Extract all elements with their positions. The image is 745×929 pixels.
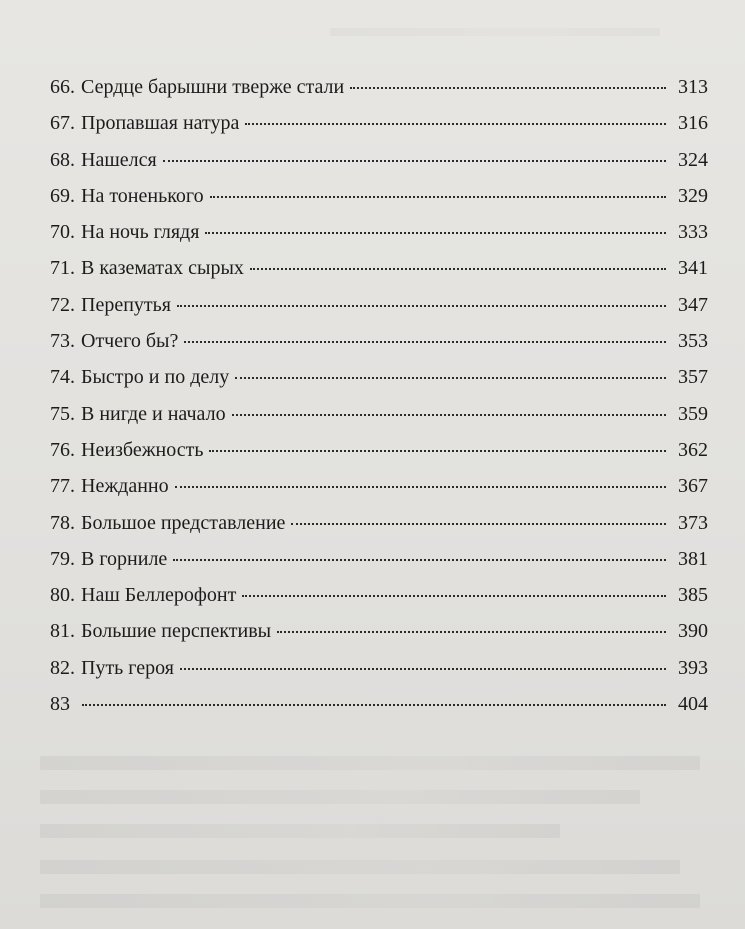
dot-leader <box>173 559 666 561</box>
toc-entry-number: 73. <box>50 330 75 353</box>
toc-entry-number: 78. <box>50 511 75 534</box>
toc-entry-text: Наш Беллерофонт <box>81 584 237 607</box>
toc-entry <box>50 548 708 584</box>
dot-leader <box>242 595 666 597</box>
dot-leader <box>350 87 666 89</box>
toc-entry <box>50 403 708 439</box>
dot-leader <box>232 414 666 416</box>
bleed-through-text <box>40 860 680 874</box>
toc-entry-title <box>50 221 199 244</box>
toc-entry <box>50 620 708 656</box>
toc-entry <box>50 330 708 366</box>
toc-entry-text: На тоненького <box>81 184 204 207</box>
toc-entry-page: 347 <box>678 293 708 316</box>
dot-leader <box>210 196 666 198</box>
toc-entry-page: 362 <box>678 438 708 461</box>
toc-entry-text: В казематах сырых <box>81 257 244 280</box>
toc-entry <box>50 366 708 402</box>
toc-entry-number: 69. <box>50 184 75 207</box>
toc-entry-number: 74. <box>50 366 75 389</box>
toc-entry-number: 82. <box>50 656 75 679</box>
toc-entry-text: Пропавшая натура <box>81 112 240 135</box>
toc-entry-page: 353 <box>678 330 708 353</box>
toc-entry-page: 367 <box>678 475 708 498</box>
toc-entry-number: 67. <box>50 112 75 135</box>
toc-entry-title <box>50 149 157 172</box>
toc-entry-number: 75. <box>50 402 75 425</box>
bleed-through-text <box>40 756 700 770</box>
dot-leader <box>277 631 666 633</box>
toc-entry <box>50 475 708 511</box>
toc-entry-number: 81. <box>50 620 75 643</box>
toc-entry-number: 72. <box>50 293 75 316</box>
toc-entry-title <box>50 657 174 680</box>
toc-entry-page: 313 <box>678 76 708 98</box>
toc-entry-title <box>50 185 204 208</box>
toc-entry-text: Большое представление <box>81 511 286 534</box>
toc-entry-text: Сердце барышни тверже стали <box>81 76 345 98</box>
dot-leader <box>177 305 666 307</box>
toc-entry <box>50 512 708 548</box>
toc-entry-number: 66. <box>50 76 75 98</box>
toc-entry-title <box>50 112 239 135</box>
toc-entry-page: 329 <box>678 184 708 207</box>
toc-entry-title <box>50 366 229 389</box>
toc-entry-number: 76. <box>50 438 75 461</box>
toc-entry <box>50 439 708 475</box>
toc-entry-title <box>50 403 226 426</box>
toc-entry-title <box>50 475 169 498</box>
toc-entry-title <box>50 548 167 571</box>
dot-leader <box>291 523 666 525</box>
toc-entry-text: Нежданно <box>81 475 169 498</box>
toc-entry-title <box>50 693 76 716</box>
toc-entry-page: 357 <box>678 366 708 389</box>
toc-entry-text: Отчего бы? <box>81 330 179 353</box>
toc-entry-text: Перепутья <box>81 293 171 316</box>
toc-entry <box>50 657 708 693</box>
toc-entry <box>50 149 708 185</box>
toc-entry-page: 385 <box>678 584 708 607</box>
toc-entry-title <box>50 76 344 99</box>
dot-leader <box>175 486 666 488</box>
toc-entry-number: 83 <box>50 693 70 716</box>
toc-entry-title <box>50 330 178 353</box>
table-of-contents <box>50 76 708 729</box>
toc-entry-page: 404 <box>678 693 708 716</box>
toc-entry-title <box>50 439 203 462</box>
toc-entry-number: 79. <box>50 547 75 570</box>
dot-leader <box>209 450 666 452</box>
toc-entry-text: На ночь глядя <box>81 221 200 244</box>
toc-entry-text: Путь героя <box>81 656 174 679</box>
dot-leader <box>235 377 666 379</box>
toc-entry-page: 341 <box>678 257 708 280</box>
toc-entry <box>50 257 708 293</box>
toc-entry-page: 324 <box>678 148 708 171</box>
bleed-through-text <box>40 824 560 838</box>
toc-entry-number: 80. <box>50 584 75 607</box>
toc-entry-page: 333 <box>678 221 708 244</box>
toc-entry-title <box>50 512 285 535</box>
toc-entry <box>50 693 708 729</box>
dot-leader <box>180 668 666 670</box>
toc-entry <box>50 584 708 620</box>
dot-leader <box>163 160 666 162</box>
toc-entry <box>50 294 708 330</box>
toc-entry-page: 393 <box>678 656 708 679</box>
dot-leader <box>250 268 666 270</box>
toc-entry-page: 381 <box>678 547 708 570</box>
toc-entry <box>50 221 708 257</box>
dot-leader <box>205 232 666 234</box>
toc-entry-page: 359 <box>678 402 708 425</box>
toc-entry-text: В нигде и начало <box>81 402 226 425</box>
toc-entry-number: 70. <box>50 221 75 244</box>
dot-leader <box>245 123 666 125</box>
toc-entry <box>50 185 708 221</box>
toc-entry <box>50 76 708 112</box>
toc-entry-number: 77. <box>50 475 75 498</box>
toc-entry-number: 68. <box>50 148 75 171</box>
bleed-through-text <box>40 790 640 804</box>
toc-entry-text: В горниле <box>81 547 168 570</box>
toc-entry-title <box>50 620 271 643</box>
dot-leader <box>82 704 666 706</box>
toc-entry <box>50 112 708 148</box>
toc-entry-page: 373 <box>678 511 708 534</box>
bleed-through-text <box>40 894 700 908</box>
toc-entry-page: 390 <box>678 620 708 643</box>
bleed-through-text <box>330 28 660 36</box>
toc-entry-page: 316 <box>678 112 708 135</box>
toc-entry-text: Быстро и по делу <box>81 366 230 389</box>
dot-leader <box>184 341 666 343</box>
toc-entry-number: 71. <box>50 257 75 280</box>
toc-entry-text: Нашелся <box>81 148 157 171</box>
toc-entry-title <box>50 584 236 607</box>
toc-entry-title <box>50 257 244 280</box>
toc-entry-text: Неизбежность <box>81 438 204 461</box>
toc-entry-title <box>50 294 171 317</box>
toc-entry-text: Большие перспективы <box>81 620 272 643</box>
